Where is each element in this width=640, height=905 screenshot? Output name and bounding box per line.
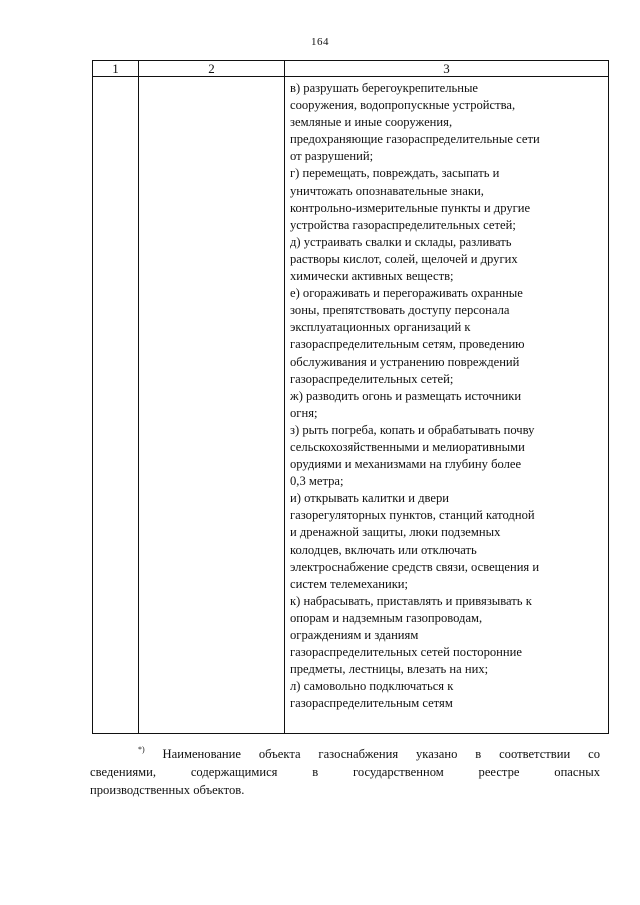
text-line: растворы кислот, солей, щелочей и других bbox=[290, 251, 518, 266]
requirements-table bbox=[92, 60, 609, 734]
text-line: устройства газораспределительных сетей; bbox=[290, 217, 516, 232]
text-line: з) рыть погреба, копать и обрабатывать почву bbox=[290, 422, 535, 437]
text-line: сельскохозяйственными и мелиоративными bbox=[290, 439, 525, 454]
column-1-cell bbox=[93, 77, 139, 734]
text-line: опорам и надземным газопроводам, bbox=[290, 610, 483, 625]
text-line: газораспределительных сетей посторонние bbox=[290, 645, 522, 660]
column-header-1: 1 bbox=[93, 61, 139, 77]
text-line: газорегуляторных пунктов, станций катодной bbox=[290, 508, 535, 523]
text-line: систем телемеханики; bbox=[290, 576, 409, 591]
text-line: от разрушений; bbox=[290, 149, 374, 164]
text-line: химически активных веществ; bbox=[290, 269, 454, 284]
table-row bbox=[93, 77, 609, 734]
column-header-2: 2 bbox=[139, 61, 285, 77]
footnote-marker: *) bbox=[138, 745, 145, 754]
column-3-cell bbox=[285, 77, 609, 734]
text-line: эксплуатационных организаций к bbox=[290, 320, 471, 335]
footnote-line bbox=[90, 741, 600, 763]
footnote-text: Наименование объекта газоснабжения указано в соответствии со bbox=[162, 747, 600, 761]
text-line: орудиями и механизмами на глубину более bbox=[290, 457, 522, 472]
text-line: огня; bbox=[290, 405, 318, 420]
text-line: колодцев, включать или отключать bbox=[290, 542, 477, 557]
text-line: уничтожать опознавательные знаки, bbox=[290, 183, 484, 198]
text-line: электроснабжение средств связи, освещения и bbox=[290, 559, 540, 574]
text-line: 0,3 метра; bbox=[290, 474, 344, 489]
text-line: газораспределительных сетей; bbox=[290, 371, 454, 386]
footnote bbox=[90, 741, 600, 799]
text-line: обслуживания и устранению повреждений bbox=[290, 354, 520, 369]
text-line: зоны, препятствовать доступу персонала bbox=[290, 303, 510, 318]
table-header-row bbox=[93, 61, 609, 77]
text-line: к) набрасывать, приставлять и привязывать к bbox=[290, 593, 532, 608]
text-line: в) разрушать берегоукрепительные bbox=[290, 81, 479, 95]
text-line: и дренажной защиты, люки подземных bbox=[290, 525, 501, 540]
text-line: и) открывать калитки и двери bbox=[290, 491, 449, 506]
text-line: предметы, лестницы, влезать на них; bbox=[290, 662, 489, 677]
page-number: 164 bbox=[311, 36, 329, 48]
column-2-cell bbox=[139, 77, 285, 734]
text-line: ж) разводить огонь и размещать источники bbox=[290, 388, 522, 403]
text-line: предохраняющие газораспределительные сети bbox=[290, 132, 540, 147]
prohibitions-text bbox=[285, 77, 608, 712]
footnote-line: производственных объектов. bbox=[90, 783, 245, 797]
text-line: сооружения, водопропускные устройства, bbox=[290, 98, 516, 113]
text-line: контрольно-измерительные пункты и другие bbox=[290, 200, 531, 215]
text-line: газораспределительным сетям, проведению bbox=[290, 337, 525, 352]
text-line: г) перемещать, повреждать, засыпать и bbox=[290, 166, 500, 181]
text-line: земляные и иные сооружения, bbox=[290, 115, 453, 130]
footnote-line: сведениями, содержащимися в государственном реестре опасных bbox=[90, 765, 600, 779]
text-line: ограждениям и зданиям bbox=[290, 628, 419, 642]
text-line: газораспределительным сетям bbox=[290, 696, 453, 711]
text-line: е) огораживать и перегораживать охранные bbox=[290, 286, 523, 301]
text-line: л) самовольно подключаться к bbox=[290, 679, 454, 694]
text-line: д) устраивать свалки и склады, разливать bbox=[290, 234, 512, 249]
column-header-3: 3 bbox=[285, 61, 609, 77]
